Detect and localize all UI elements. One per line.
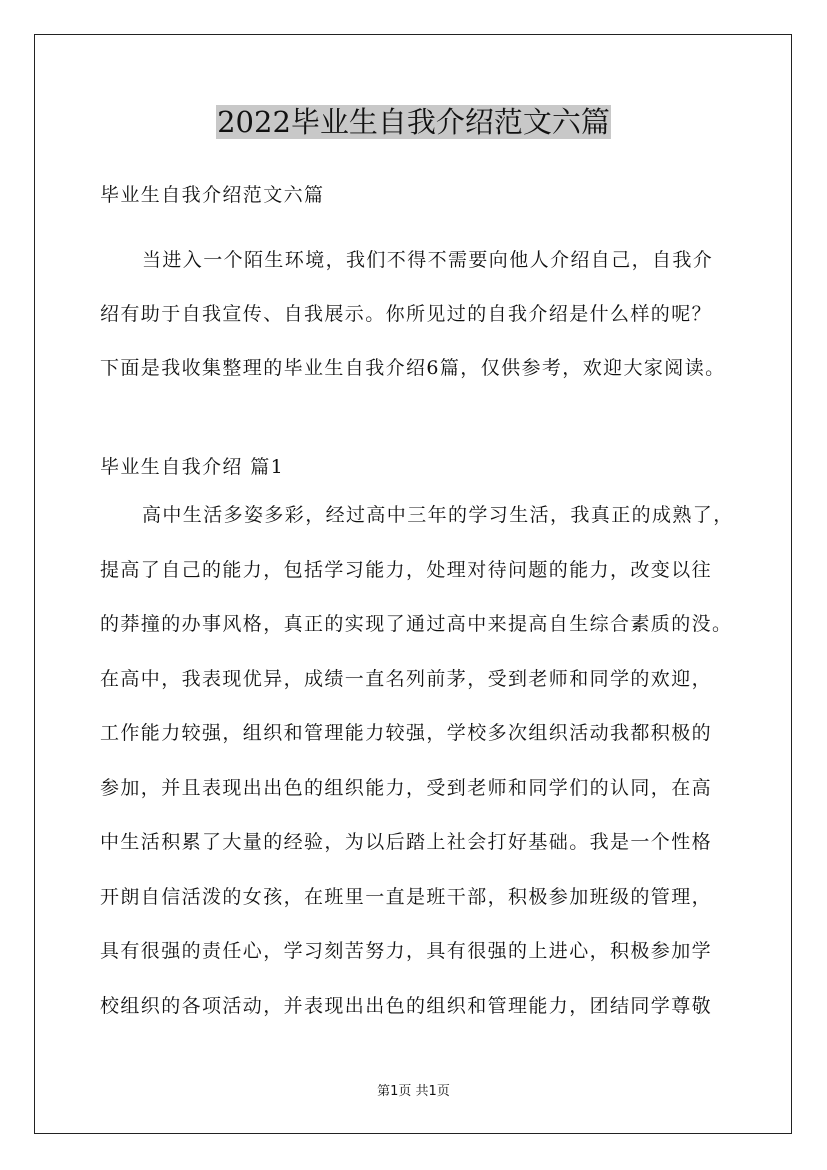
paragraph-line: 中生活积累了大量的经验，为以后踏上社会打好基础。我是一个性格: [100, 831, 713, 853]
document-subheading: 毕业生自我介绍范文六篇: [100, 184, 325, 206]
section-heading: 毕业生自我介绍 篇1: [100, 456, 285, 478]
paragraph-line: 的莽撞的办事风格，真正的实现了通过高中来提高自生综合素质的没。: [100, 613, 733, 635]
paragraph-line: 具有很强的责任心，学习刻苦努力，具有很强的上进心，积极参加学: [100, 940, 713, 962]
page-number-footer: 第1页 共1页: [377, 1084, 450, 1099]
intro-paragraph: [100, 233, 745, 395]
paragraph-line: 在高中，我表现优异，成绩一直名列前茅，受到老师和同学的欢迎，: [100, 667, 713, 690]
intro-line: 当进入一个陌生环境，我们不得不需要向他人介绍自己，自我介: [142, 249, 714, 271]
paragraph-line: 参加，并且表现出出色的组织能力，受到老师和同学们的认同，在高: [100, 776, 713, 799]
paragraph-line: 工作能力较强，组织和管理能力较强，学校多次组织活动我都积极的: [100, 722, 713, 744]
intro-line: 下面是我收集整理的毕业生自我介绍6篇，仅供参考，欢迎大家阅读。: [100, 357, 726, 379]
paragraph-line: 开朗自信活泼的女孩，在班里一直是班干部，积极参加班级的管理，: [100, 885, 713, 908]
paragraph-line: 提高了自己的能力，包括学习能力，处理对待问题的能力，改变以往: [100, 558, 713, 581]
paragraph-line: 校组织的各项活动，并表现出出色的组织和管理能力，团结同学尊敬: [100, 994, 713, 1017]
intro-line: 绍有助于自我宣传、自我展示。你所见过的自我介绍是什么样的呢？: [100, 303, 713, 325]
document-title-text: 2022毕业生自我介绍范文六篇: [217, 105, 610, 139]
section-paragraph: [100, 488, 745, 1033]
document-title: [0, 100, 827, 144]
paragraph-line: 高中生活多姿多彩，经过高中三年的学习生活，我真正的成熟了，: [142, 504, 734, 526]
